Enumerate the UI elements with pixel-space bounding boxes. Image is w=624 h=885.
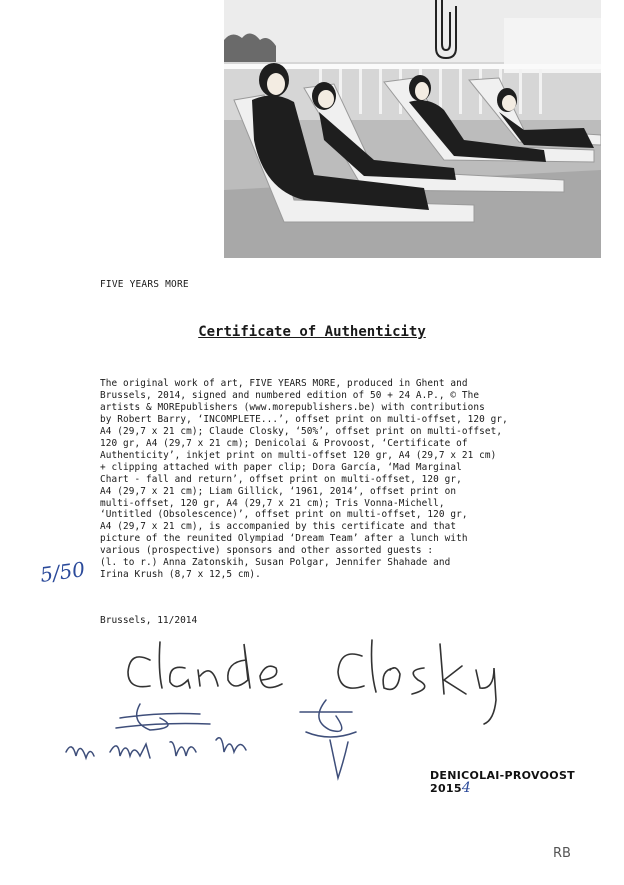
body-line: picture of the reunited Olympiad ‘Dream Team’ after a lunch with (100, 533, 468, 545)
certificate-heading: Certificate of Authenticity (198, 324, 426, 340)
initials: RB (553, 846, 571, 861)
place-date: Brussels, 11/2014 (100, 615, 198, 626)
stamp-year-correction: 4 (461, 780, 472, 796)
body-line: The original work of art, FIVE YEARS MORE, produced in Ghent and (100, 378, 468, 389)
scribble-signatures (66, 700, 356, 778)
stamp-year-line (430, 782, 575, 795)
stamp-name: DENICOLAI-PROVOOST (430, 769, 575, 782)
body-line: Chart - fall and return’, offset print on multi-offset, 120 gr, (100, 473, 462, 485)
body-line: Irina Krush (8,7 x 12,5 cm). (100, 569, 261, 581)
body-line: (l. to r.) Anna Zatonskih, Susan Polgar, Jennifer Shahade and (100, 557, 451, 569)
body-line: by Robert Barry, ‘INCOMPLETE...’, offset print on multi-offset, 120 gr, (100, 413, 508, 425)
body-line: ‘Untitled (Obsolescence)’, offset print on multi-offset, 120 gr, (100, 509, 468, 521)
body-line: various (prospective) sponsors and other assorted guests : (100, 545, 434, 557)
body-line: multi-offset, 120 gr, A4 (29,7 x 21 cm); Tris Vonna-Michell, (100, 497, 445, 509)
stamp-year: 2015 (430, 782, 462, 795)
body-line: + clipping attached with paper clip; Dora García, ‘Mad Marginal (100, 461, 462, 473)
body-line: Brussels, 2014, signed and numbered edition of 50 + 24 A.P., © The (100, 389, 480, 401)
edition-number: 5/50 (38, 556, 87, 588)
body-line: A4 (29,7 x 21 cm); Liam Gillick, ‘1961, 2014’, offset print on (100, 485, 457, 497)
series-title: FIVE YEARS MORE (100, 279, 189, 290)
body-line: Authenticity’, inkjet print on multi-offset 120 gr, A4 (29,7 x 21 cm) (100, 449, 497, 461)
body-line: A4 (29,7 x 21 cm), is accompanied by this certificate and that (100, 521, 457, 533)
body-line: A4 (29,7 x 21 cm); Claude Closky, ‘50%’, offset print on multi-offset, (100, 425, 503, 437)
body-line: artists & MOREpublishers (www.morepublishers.be) with contributions (100, 401, 485, 413)
body-line: 120 gr, A4 (29,7 x 21 cm); Denicolai & Provoost, ‘Certificate of (100, 437, 468, 449)
artist-stamp (430, 769, 575, 795)
